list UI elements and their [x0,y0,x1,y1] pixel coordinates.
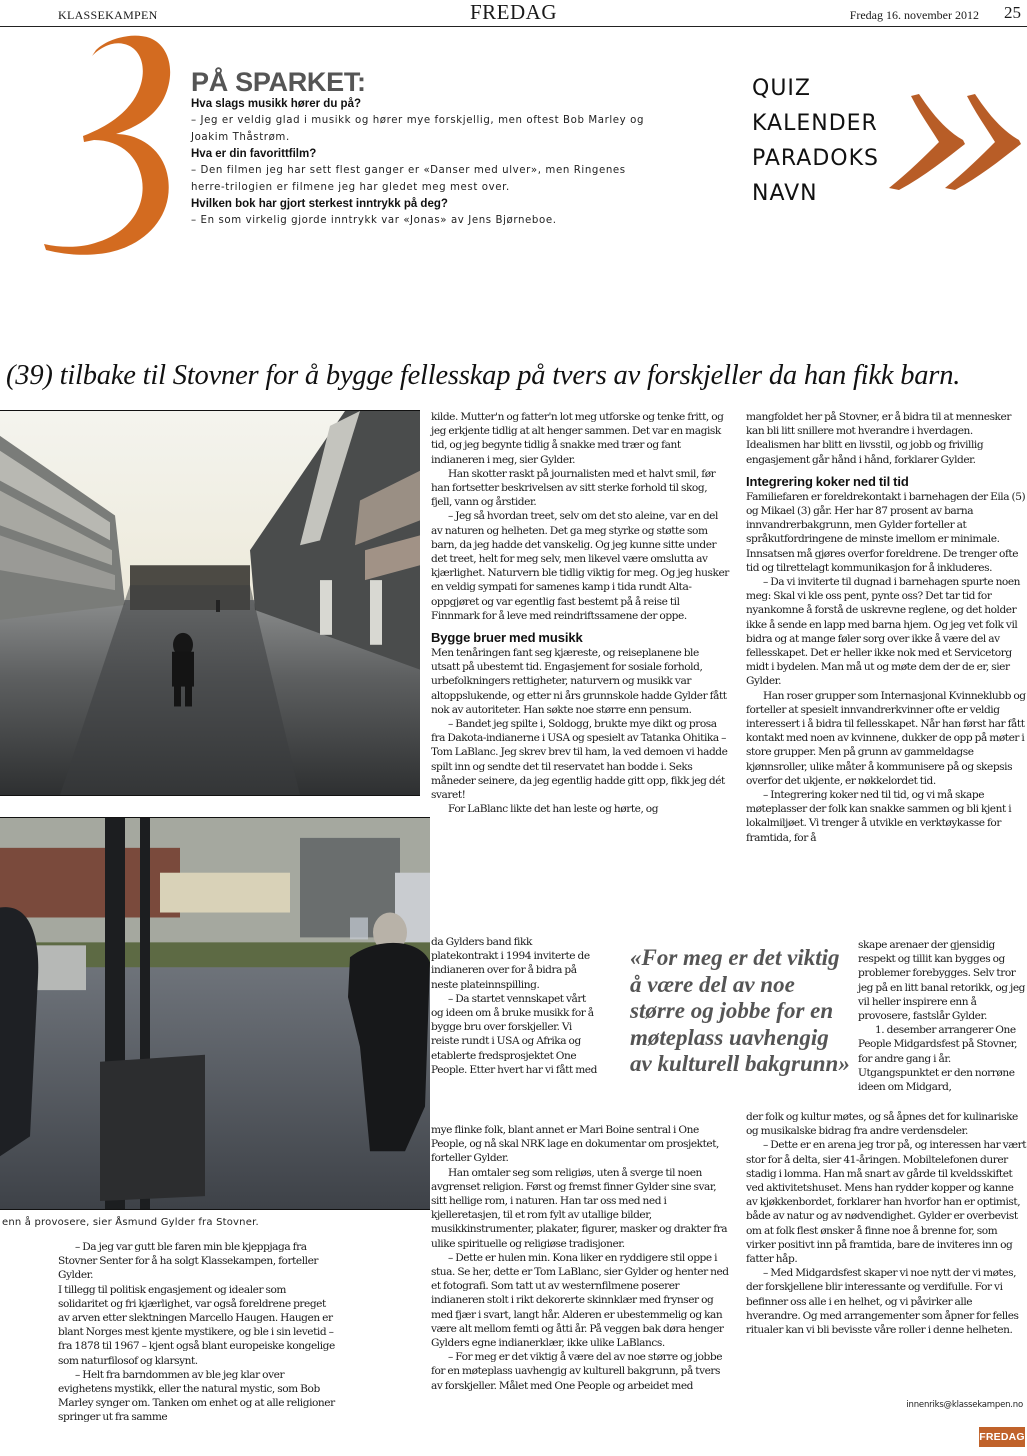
teaser-item-quiz[interactable]: QUIZ [752,76,811,101]
paragraph: – Da jeg var gutt ble faren min ble kjeppjaga fra Stovner Senter for å ha solgt Klassekampen, forteller Gylder. [58,1241,319,1282]
article-column-a [58,1240,335,1425]
article-column-b-top [431,410,729,816]
paragraph: – Da startet vennskapet vårt og ideen om å bruke musikk for å bygge bru over forskjeller. Vi reiste rundt i USA og Afrika og etablerte fredsprosjektet One People. Etter hvert har vi fått med [431,992,597,1076]
paragraph: – Med Midgardsfest skaper vi noe nytt der vi møtes, der forskjellene blir interessante og verdifulle. For vi befinner oss alle i en helhet, og vi påvirker alle hverandre. Og med arrangementer som åpner for felles ritualer kan vi bli bevisste våre roller i denne helheten. [746,1267,1019,1337]
paragraph: mye flinke folk, blant annet er Mari Boine sentral i One People, og nå skal NRK lage en dokumentar om prosjektet, forteller Gylder. [431,1124,719,1165]
section-title: FREDAG [469,0,557,24]
article-lead: (39) tilbake til Stovner for å bygge fellesskap på tvers av forskjeller da han fikk barn. [6,360,961,391]
paragraph: Han skotter raskt på journalisten med et halvt smil, før han fortsetter beskrivelsen av sitt sterke forhold til skog, fjell, vann og årstider. [431,467,716,509]
paragraph: I tillegg til politisk engasjement og idealer som solidaritet og fri kjærlighet, var også foreldrene preget av arven etter slektningen Marcello Haugen. Haugen er blant Norges mest kjente mystikere, og ble i sin levetid – fra 1878 til 1967 – kjent også blant europeiske kongelige som naturfilosof og klarsynt. [58,1283,335,1367]
big-number-three [38,28,173,258]
pull-quote: «For meg er det viktig å være del av noe større og jobbe for en møteplass uavhengig av kulturell bakgrunn» [630,945,850,1076]
sparket-title: PÅ SPARKET: [191,67,366,97]
paragraph: – Integrering koker ned til tid, og vi må skape møteplasser der folk kan snakke sammen og bli kjent i lokalmiljøet. Vi trenger å utvikle en verktøykasse for framtida, for å [746,789,1012,844]
article-column-c-bottom [746,1110,1027,1337]
pa-sparket-box [191,68,661,229]
paragraph: kilde. Mutter'n og fatter'n lot meg utforske og tenke fritt, og jeg erkjente tidlig at alt henger sammen. Det var en magisk tid, og jeg begynte tidlig å snakke med trær og fant indianeren i meg, sier Gylder. [431,411,724,466]
photo-caption: enn å provosere, sier Åsmund Gylder fra Stovner. [2,1217,259,1228]
street-photo [0,410,420,796]
teaser-item-kalender[interactable]: KALENDER [752,111,878,136]
paragraph: Men tenåringen fant seg kjæreste, og reiseplanene ble utsatt på ubestemt tid. Engasjement for sosiale forhold, urbefolkningers rettigheter, naturvern og musikk var altoppslukende, og etter ni års grunnskole hadde Gylder fått nok av autoriteter. Han søkte noe større enn pensum. [431,647,727,716]
paragraph: Han roser grupper som Internasjonal Kvinneklubb og forteller at spesielt innvandrerkvinner ofte er veldig interessert i å bidra til fellesskapet. Når han først har fått kontakt med noen av kvinnene, dukker de opp på møter i store grupper. Men på grunn av gammeldagse kjønnsroller, ulike måter å kommunisere på og skepsis overfor det ukjente, er nøkkelordet tid. [746,689,1026,787]
sparket-answer: – Jeg er veldig glad i musikk og hører mye forskjellig, men oftest Bob Marley og Joakim Thåstrøm. [191,115,645,143]
sparket-answer: – En som virkelig gjorde inntrykk var «Jonas» av Jens Bjørneboe. [191,215,557,226]
paragraph: – Dette er en arena jeg tror på, og interessen har vært stor for å delta, sier 41-åringen. Mobiltelefonen durer stadig i lomma. Han må snart av gårde til kveldsskiftet ved aktivitetshuset. Mens han rydder kopper og kanne av kjøkkenbordet, forklarer han hvorfor han er optimist, både av natur og av nødvendighet. Gylder er overbevist om at folk flest ønsker å finne noe å brenne for, som virker positivt inn på framtida, bare de inviteres inn og fatter håp. [746,1139,1027,1266]
masthead [0,0,1027,27]
sparket-answer: – Den filmen jeg har sett flest ganger er «Danser med ulver», men Ringenes herre-trilogien er filmene jeg har gledet meg mest over. [191,165,626,193]
article-column-b-narrow [431,935,599,1077]
issue-date: Fredag 16. november 2012 [849,8,979,22]
double-chevron-right-icon [885,92,1025,192]
sparket-question: Hva slags musikk hører du på? [191,98,362,110]
paragraph: For LaBlanc likte det han leste og hørte, og [448,803,659,816]
teaser-item-navn[interactable]: NAVN [752,181,818,206]
author-email-link[interactable]: innenriks@klassekampen.no [906,1400,1023,1410]
page-number: 25 [1004,3,1021,22]
paragraph: 1. desember arrangerer One People Midgardsfest på Stovner, for andre gang i år. Utgangspunktet er den norrøne ideen om Midgard, [858,1024,1018,1094]
paragraph: – Jeg så hvordan treet, selv om det sto aleine, var en del av naturen og helheten. Det ga meg styrke og støtte som barn, da jeg hadde det vanskelig. Og jeg kunne sitte under det treet, helt for meg selv, men likevel være omslutta av kjærlighet. Naturvern ble tidlig viktig for meg. Og jeg husker en veldig sympati for samenes kamp i tida rundt Alta-oppgjøret og var egentlig fast bestemt på å reise til Finnmark for å leve med reindriftssamene der oppe. [431,510,729,622]
paragraph: – Helt fra barndommen av ble jeg klar over evighetens mystikk, eller the natural mystic, som Bob Marley synger om. Tanken om enhet og at alle religioner springer ut fra samme [58,1368,335,1424]
paragraph: mangfoldet her på Stovner, er å bidra til at mennesker kan bli litt snillere mot hverandre i hverdagen. Idealismen har blitt en livsstil, og jobb og frivillig engasjement går hånd i hånd, forklarer Gylder. [746,411,1011,466]
paragraph: – For meg er det viktig å være del av noe større og jobbe for en møteplass uavhengig av kulturell bakgrunn, på tvers av forskjeller. Målet med One People og arbeidet med [431,1351,723,1392]
paragraph: da Gylders band fikk platekontrakt i 1994 inviterte de indianeren over for å bidra på neste plateinnspilling. [431,936,590,991]
paragraph: Familiefaren er foreldrekontakt i barnehagen der Eila (5) og Mikael (3) går. Her har 87 prosent av barna innvandrerbakgrunn, men Gylder forteller at språkutfordringene de minste imellom er minimale. Innsatsen må gjøres overfor foreldrene. De trenger ofte tid og tilrettelagt kommunikasjon for å inkluderes. [746,490,1026,574]
teaser-item-paradoks[interactable]: PARADOKS [752,146,880,171]
paragraph: – Dette er hulen min. Kona liker en ryddigere stil oppe i stua. Se her, dette er Tom LaBlanc, sier Gylder og henter ned et fotografi. Som tatt ut av westernfilmene poserer indianeren stolt i rikt dekorerte skinnklær med frynser og med fjær i svart, langt hår. Alderen er ubestemmelig og kan være alt mellom femti og åtti år. På veggen bak døra henger Gylders egne indianerklær, ikke ulike LaBlancs. [431,1251,729,1350]
article-column-b-bottom [431,1123,729,1393]
sparket-question: Hvilken bok har gjort sterkest inntrykk på deg? [191,198,448,210]
paragraph: – Da vi inviterte til dugnad i barnehagen spurte noen meg: Skal vi kle oss pent, pynte oss? Det tar tid for nyankomne å forstå de uskrevne reglene, og det holder ikke å sende en lapp med barna hjem. Og jeg vet folk vil bidra og at mange føler sorg over ikke å være del av fellesskapet. Det er heller ikke nok med et Servicetorg midt i bydelen. Man må ut og møte dem der de er, sier Gylder. [746,576,1021,688]
subheading: Bygge bruer med musikk [431,630,583,646]
paper-name: KLASSEKAMPEN [58,8,158,22]
article-column-c-top [746,410,1027,845]
window-photo [0,817,430,1210]
paragraph: – Bandet jeg spilte i, Soldogg, brukte mye dikt og prosa fra Dakota-indianerne i USA og spesielt av Tatanka Ohitika – Tom LaBlanc. Jeg skrev brev til ham, la ved demoen vi hadde spilt inn og sendte det til reservatet han bodde i. Seks måneder seinere, da jeg egentlig hadde gitt opp, fikk jeg dét svaret! [431,718,728,802]
paragraph: der folk og kultur møtes, og så åpnes det for kulinariske og musikalske bidrag fra andre verdensdeler. [746,1111,1018,1138]
subheading: Integrering koker ned til tid [746,473,909,489]
teaser-list [752,71,879,211]
section-badge: FREDAG [979,1427,1025,1447]
sparket-question: Hva er din favorittfilm? [191,148,317,160]
paragraph: skape arenaer der gjensidig respekt og tillit kan bygges og problemer forebygges. Selv tror jeg på en litt banal retorikk, og jeg vil heller inspirere enn å provosere, fastslår Gylder. [858,939,1025,1023]
article-column-c-narrow [858,938,1027,1094]
paragraph: Han omtaler seg som religiøs, uten å sverge til noen avgrenset religion. Først og fremst finner Gylder sine svar, sitt hellige rom, i naturen. Han tar oss med ned i kjelleretasjen, til et rom fylt av utallige bilder, musikkinstrumenter, plakater, figurer, masker og drakter fra ulike spirituelle og religiøse tradisjoner. [431,1166,728,1250]
